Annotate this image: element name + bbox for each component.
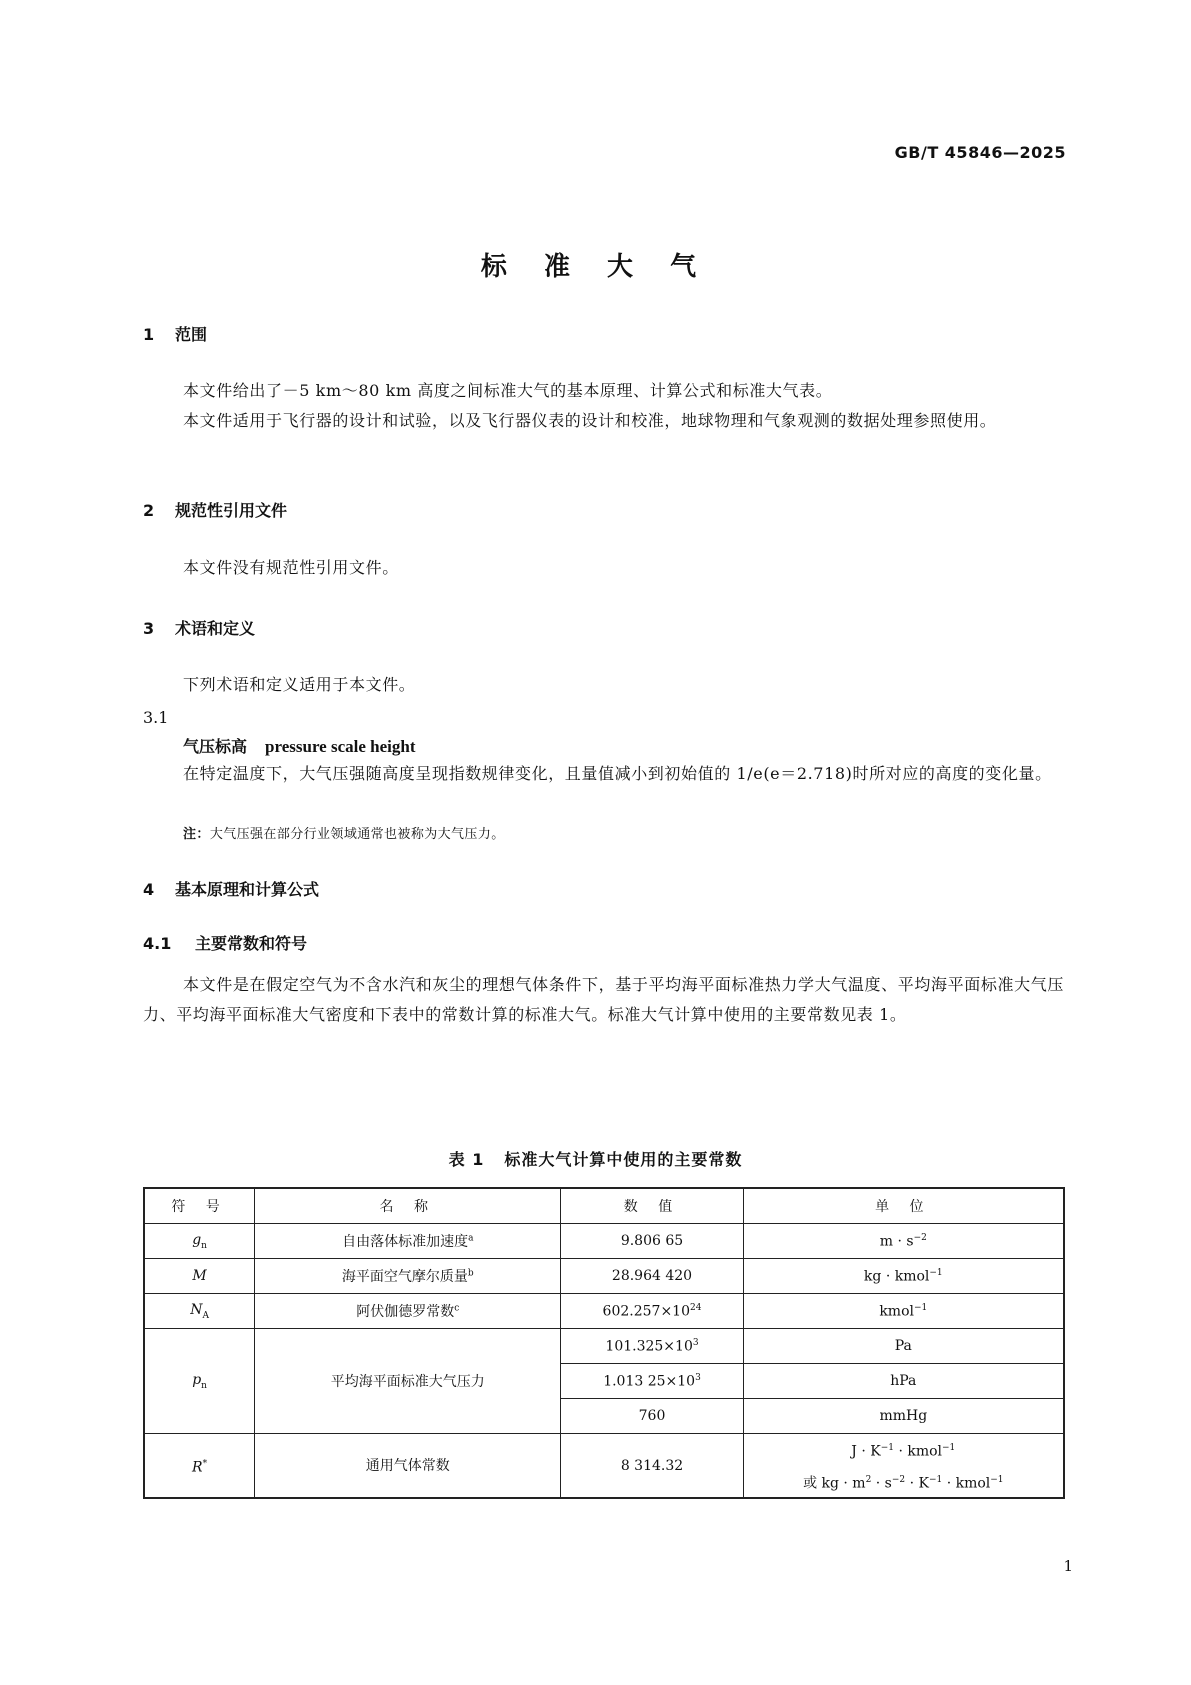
term-note <box>183 823 505 842</box>
cell-name: 通用气体常数 <box>255 1434 561 1499</box>
subsection-4-1-heading <box>143 931 307 954</box>
section-title: 术语和定义 <box>175 619 256 638</box>
note-text: 大气压强在部分行业领域通常也被称为大气压力。 <box>209 827 505 842</box>
table-row <box>144 1329 1064 1364</box>
note-label: 注： <box>183 827 210 842</box>
table-row <box>144 1259 1064 1294</box>
cell-value: $101.325\times 10^3$ <box>561 1329 743 1364</box>
cell-symbol: M <box>144 1259 255 1294</box>
cell-unit: kg · kmol$^{-1}$ <box>743 1259 1064 1294</box>
cell-unit: $m \cdot s^{-2}$ <box>743 1224 1064 1259</box>
subsection-title: 主要常数和符号 <box>195 934 308 953</box>
cell-name: 自由落体标准加速度$^a$ <box>255 1224 561 1259</box>
section-3-heading <box>143 616 255 639</box>
table-row <box>144 1294 1064 1329</box>
cell-unit <box>743 1434 1064 1499</box>
section-number: 2 <box>143 501 155 520</box>
cell-symbol: $p_n$ <box>144 1329 255 1434</box>
section-1-heading <box>143 322 207 345</box>
table-header-row <box>144 1188 1064 1224</box>
cell-value: 1.013 $25\times 10^3$ <box>561 1364 743 1399</box>
cell-unit: kmol$^{-1}$ <box>743 1294 1064 1329</box>
cell-value: 8 314.32 <box>561 1434 743 1499</box>
section-number: 1 <box>143 325 155 344</box>
cell-symbol: R* <box>144 1434 255 1499</box>
section-2-paragraph: 本文件没有规范性引用文件。 <box>183 558 399 577</box>
section-1-paragraph-2: 本文件适用于飞行器的设计和试验，以及飞行器仪表的设计和校准，地球物理和气象观测的数据处理参照使用。 <box>183 411 997 430</box>
section-4-paragraph: 本文件是在假定空气为不含水汽和灰尘的理想气体条件下，基于平均海平面标准热力学大气温度、平均海平面标准大气压力、平均海平面标准大气密度和下表中的常数计算的标准大气。标准大气计算中使用的主要常数见表 1。 <box>143 975 1064 1024</box>
table-caption <box>0 1147 1191 1170</box>
section-4-heading <box>143 877 319 900</box>
term-english: pressure scale height <box>265 737 416 756</box>
header-symbol: 符 号 <box>144 1188 255 1224</box>
cell-value: $602.257\times 10^{24}$ <box>561 1294 743 1329</box>
cell-unit: Pa <box>743 1329 1064 1364</box>
table-row <box>144 1434 1064 1499</box>
section-number: 3 <box>143 619 155 638</box>
section-title: 规范性引用文件 <box>175 501 288 520</box>
cell-symbol: $g_n$ <box>144 1224 255 1259</box>
section-2-heading <box>143 498 287 521</box>
section-number: 4 <box>143 880 155 899</box>
standard-code: GB/T 45846—2025 <box>894 143 1066 162</box>
document-title: 标 准 大 气 <box>480 252 711 282</box>
cell-symbol: $N_A$ <box>144 1294 255 1329</box>
section-3-paragraph: 下列术语和定义适用于本文件。 <box>183 675 416 694</box>
subsection-number: 4.1 <box>143 934 172 953</box>
term-definition: 在特定温度下，大气压强随高度呈现指数规律变化，且量值减小到初始值的 1/e(e＝2.718)时所对应的高度的变化量。 <box>183 764 1052 783</box>
table-number: 表 1 <box>448 1150 485 1169</box>
constants-table <box>143 1187 1065 1499</box>
section-1-paragraph-1: 本文件给出了－5 km～80 km 高度之间标准大气的基本原理、计算公式和标准大气表。 <box>183 381 833 400</box>
cell-value: 9.806 65 <box>561 1224 743 1259</box>
unit-line-1: $J \cdot K^{-1}$ · kmol$^{-1}$ <box>851 1443 956 1460</box>
term-number: 3.1 <box>143 708 169 727</box>
cell-value: 28.964 420 <box>561 1259 743 1294</box>
section-title: 范围 <box>175 325 208 344</box>
cell-name: 阿伏伽德罗常数$^c$ <box>255 1294 561 1329</box>
cell-unit: hPa <box>743 1364 1064 1399</box>
term-chinese: 气压标高 <box>183 737 248 756</box>
header-name: 名 称 <box>255 1188 561 1224</box>
table-row <box>144 1224 1064 1259</box>
cell-name: 平均海平面标准大气压力 <box>255 1329 561 1434</box>
unit-line-2: 或 kg · $m^2 \cdot s^{-2} \cdot K^{-1}$ · kmol$^{-1}$ <box>803 1474 1004 1492</box>
term-entry <box>183 734 416 757</box>
header-unit: 单 位 <box>743 1188 1064 1224</box>
table-title: 标准大气计算中使用的主要常数 <box>504 1150 743 1169</box>
page-number: 1 <box>1063 1557 1073 1575</box>
cell-unit: mmHg <box>743 1399 1064 1434</box>
cell-name: 海平面空气摩尔质量$^b$ <box>255 1259 561 1294</box>
section-title: 基本原理和计算公式 <box>175 880 320 899</box>
cell-value: 760 <box>561 1399 743 1434</box>
header-value: 数 值 <box>561 1188 743 1224</box>
